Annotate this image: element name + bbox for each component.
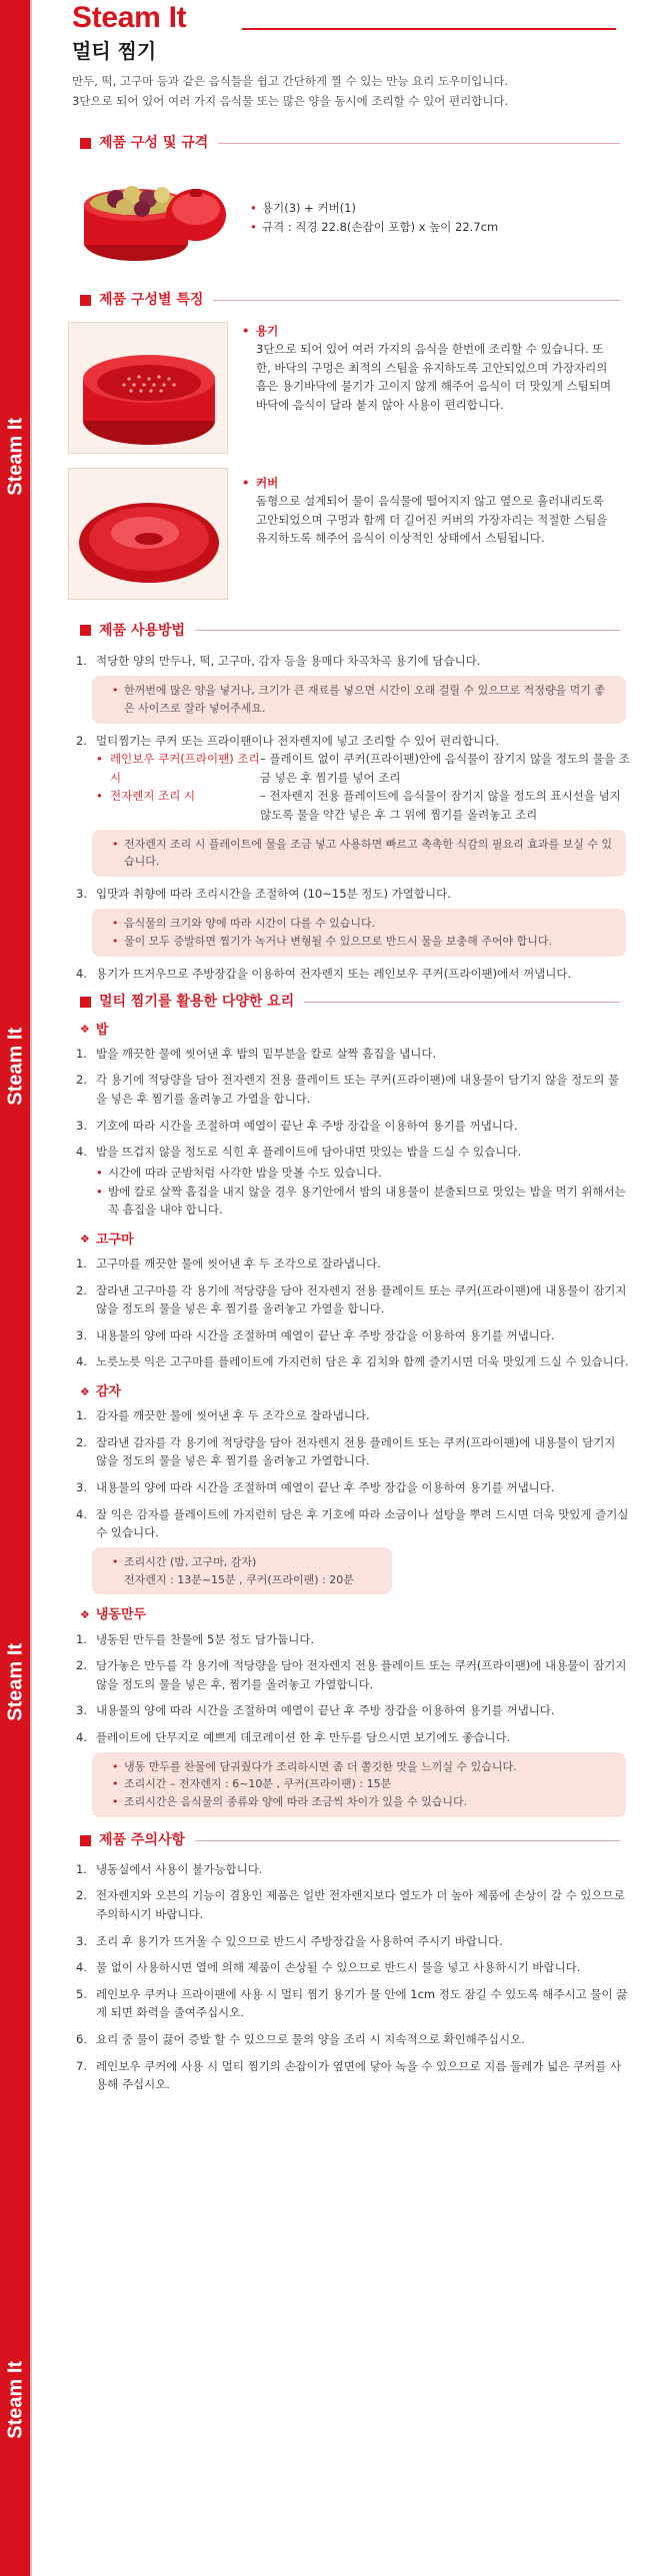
step-text: 용기가 뜨거우므로 주방장갑을 이용하여 전자렌지 또는 레인보우 쿠커(프라이팬)에서 꺼냅니다.: [96, 966, 572, 981]
feature-text: 3단으로 되어 있어 여러 가지의 음식을 한번에 조리할 수 있습니다. 또한, 바닥의 구멍은 최적의 스팀을 유지하도록 고안되었으며 가장자리의 흠은 용기바닥에 물기가 고이지 않게 해주어 음식이 더 맛있게 스팀되며 바닥에 음식이 달라 붙지 않아 사용이 편리합니다.: [256, 342, 612, 413]
recipe-steps: [76, 1406, 630, 1594]
steamer-illustration: [80, 165, 230, 271]
section-heading-usage: [80, 620, 630, 643]
recipe-steps: [76, 1630, 630, 1818]
feature-title: • 용기: [242, 322, 612, 341]
recipe-name: 밥: [95, 1022, 109, 1038]
container-image: [68, 322, 228, 454]
recipe-name: 고구마: [95, 1232, 134, 1248]
recipe-step: 4. 잘 익은 감자를 플레이트에 가지런히 담은 후 기호에 따라 소금이나 설탕을 뿌려 드시면 더욱 맛있게 즐기실 수 있습니다. • 조리시간 (밤, 고구마, 감자) 전자렌지 : 13분~15분 , 쿠커(프라이팬) : 20분: [76, 1505, 630, 1595]
caution-list: [76, 1860, 630, 2094]
title-row: [62, 0, 630, 38]
usage-steps: [76, 652, 630, 983]
diamond-icon: ❖: [80, 1233, 90, 1247]
section-heading-text: 제품 구성별 특징: [99, 291, 204, 308]
section-heading-features: [80, 289, 630, 312]
recipe-heading-dumpling: [80, 1604, 630, 1625]
composition-list: [250, 199, 610, 236]
diamond-icon: ❖: [80, 1023, 90, 1037]
intro-line: 만두, 떡, 고구마 등과 같은 음식들을 쉽고 간단하게 찔 수 있는 만능 요리 도우미입니다.: [72, 74, 509, 88]
note-item: • 조리시간은 음식물의 종류와 양에 따라 조금씩 차이가 있을 수 있습니다.: [112, 1793, 614, 1811]
intro: [72, 72, 630, 110]
caution-item: 5. 레인보우 쿠커나 프라이팬에 사용 시 멀티 찜기 용기가 물 안에 1cm 정도 잠길 수 있도록 해주시고 물이 끓게 되면 화력을 줄여주십시오.: [76, 1986, 628, 2020]
note-item: • 조리시간 – 전자렌지 : 6~10분 , 쿠커(프라이팬) : 15분: [112, 1775, 614, 1793]
recipe-step: 2. 잘라낸 감자를 각 용기에 적당량을 담아 전자렌지 전용 플레이트 또는 쿠커(프라이팬)에 내용물이 담기지 않을 정도의 물을 넣은 후 찜기를 올려놓고 가열합니다.: [76, 1434, 616, 1468]
recipe-step: 1. 냉동된 만두를 찬물에 5분 정도 담가둡니다.: [76, 1631, 315, 1646]
feature-cover: [242, 474, 612, 549]
section-heading-text: 제품 구성 및 규격: [99, 135, 209, 152]
caution-item: 2. 전자렌지와 오븐의 기능이 겸용인 제품은 일반 전자렌지보다 열도가 더 높아 제품에 손상이 갈 수 있으므로 주의하시기 바랍니다.: [76, 1888, 625, 1921]
step-number: 3.: [76, 887, 87, 902]
recipe-name: 감자: [95, 1384, 121, 1400]
section-heading-composition: [80, 132, 630, 155]
step-text: 적당한 양의 만두나, 떡, 고구마, 감자 등을 용매다 차곡차곡 용기에 담습니다.: [96, 654, 481, 669]
side-label: Steam It: [4, 1027, 27, 1106]
step-text: 멀티찜기는 쿠커 또는 프라이팬이나 전자렌지에 넣고 조리할 수 있어 편리합니다.: [96, 733, 500, 748]
feature-container: [242, 322, 612, 415]
recipe-step: 3. 내용물의 양에 따라 시간을 조절하며 예열이 끝난 후 주방 장갑을 이용하여 용기를 꺼냅니다.: [76, 1327, 555, 1342]
cooking-time-box: [92, 1547, 392, 1595]
section-rule: [218, 143, 620, 144]
square-bullet-icon: [80, 295, 91, 306]
subnote-item: • 밤에 칼로 살짝 흠집을 내지 않을 경우 용기안에서 밤의 내용물이 분출되므로 맛있는 밥을 먹기 위해서는 꼭 흠집을 내야 합니다.: [96, 1183, 630, 1220]
section-rule: [195, 1840, 620, 1841]
note-box: [92, 676, 626, 724]
section-heading-text: 제품 사용방법: [99, 622, 186, 639]
mode-label: • 전자렌지 조리 시: [110, 789, 196, 804]
note-item: • 전자렌지 조리 시 플레이트에 물을 조금 넣고 사용하면 빠르고 촉촉한 식감의 필요리 효과를 보실 수 있습니다.: [112, 836, 614, 872]
recipe-step: 4. 밥을 뜨겁지 않을 정도로 식힌 후 플레이트에 담아내면 맛있는 밥을 드실 수 있습니다. • 시간에 따라 군밤처럼 사각한 밥을 맛볼 수도 있습니다. • 밤에 칼로 살짝 흠집을 내지 않을 경우 용기안에서 밤의 내용물이 분출되므로 맛있는 밥을 먹기 위해서는 꼭 흠집을 내야 합니다.: [76, 1143, 630, 1220]
feature-title: • 커버: [242, 474, 612, 493]
square-bullet-icon: [80, 1835, 91, 1846]
square-bullet-icon: [80, 997, 91, 1008]
step-number: 2.: [76, 733, 87, 748]
cooking-mode: [96, 750, 630, 787]
recipe-steps: [76, 1045, 630, 1220]
usage-step: [76, 652, 630, 723]
side-bar: [0, 0, 30, 2576]
cover-illustration: [69, 469, 228, 600]
recipe-step: 3. 내용물의 양에 따라 시간을 조절하며 예열이 끝난 후 주방 장갑을 이용하여 용기를 꺼냅니다.: [76, 1479, 555, 1494]
composition-block: [62, 165, 630, 283]
section-rule: [195, 630, 620, 631]
section-heading-cautions: [80, 1829, 630, 1852]
intro-line: 3단으로 되어 있어 여러 가지 음식물 또는 많은 양을 동시에 조리할 수 있어 편리합니다.: [72, 93, 509, 108]
page-subtitle: 멀티 찜기: [72, 39, 157, 63]
note-item: • 음식물의 크기와 양에 따라 시간이 다를 수 있습니다.: [112, 915, 614, 933]
diamond-icon: ❖: [80, 1384, 90, 1398]
note-item: • 냉동 만두를 찬물에 담궈줬다가 조리하시면 좀 더 쫄깃한 맛을 느끼실 수 있습니다.: [112, 1758, 614, 1776]
recipe-step: 1. 감자를 깨끗한 물에 씻어낸 후 두 조각으로 잘라냅니다.: [76, 1408, 370, 1423]
recipe-step: 1. 고구마를 깨끗한 물에 씻어낸 후 두 조각으로 잘라냅니다.: [76, 1256, 381, 1271]
recipe-step: 4. 노릇노릇 익은 고구마를 플레이트에 가지런히 담은 후 김치와 함께 즐기시면 더욱 맛있게 드실 수 있습니다.: [76, 1354, 629, 1369]
note-box: [92, 830, 626, 878]
recipe-step: 2. 각 용기에 적당량을 담아 전자렌지 전용 플레이트 또는 쿠커(프라이팬)에 내용물이 담기지 않을 정도의 물을 넣은 후 찜기를 올려놓고 가열을 합니다.: [76, 1073, 620, 1107]
features-block: [62, 322, 630, 612]
caution-item: 1. 냉동실에서 사용이 불가능합니다.: [76, 1861, 263, 1876]
note-box: [92, 1752, 626, 1817]
cover-image: [68, 468, 228, 600]
recipe-step: 3. 내용물의 양에 따라 시간을 조절하며 예열이 끝난 후 주방 장갑을 이용하여 용기를 꺼냅니다.: [76, 1703, 555, 1718]
composition-item: • 용기(3) + 커버(1): [250, 199, 610, 218]
caution-item: 3. 조리 후 용기가 뜨거울 수 있으므로 반드시 주방장갑을 사용하여 주시기 바랍니다.: [76, 1933, 503, 1948]
caution-item: 6. 요리 중 물이 끓어 증발 할 수 있으므로 물의 양을 조리 시 지속적으로 확인해주십시오.: [76, 2032, 525, 2047]
section-heading-text: 제품 주의사항: [99, 1832, 186, 1849]
square-bullet-icon: [80, 138, 91, 149]
recipe-step: 2. 담가놓은 만두를 각 용기에 적당량을 담아 전자렌지 전용 플레이트 또는 쿠커(프라이팬)에 내용물이 잠기지 않을 정도의 물을 넣은 후, 찜기를 올려놓고 가열합니다.: [76, 1658, 627, 1691]
usage-step: [76, 732, 630, 878]
container-illustration: [69, 323, 228, 454]
page-title: Steam It: [72, 1, 187, 34]
step-text: 입맛과 취향에 따라 조리시간을 조절하여 (10~15분 정도) 가열합니다.: [96, 887, 451, 902]
recipe-step: 4. 플레이트에 단무지로 예쁘게 데코레이션 한 후 만두를 담으시면 보기에도 좋습니다. • 냉동 만두를 찬물에 담궈줬다가 조리하시면 좀 더 쫄깃한 맛을 느끼실 수 있습니다. • 조리시간 – 전자렌지 : 6~10분 , 쿠커(프라이팬) : 15분 • 조리시간은 음식물의 종류와 양에 따라 조금씩 차이가 있을 수 있습니다.: [76, 1728, 630, 1817]
section-rule: [213, 300, 620, 301]
caution-item: 4. 물 없이 사용하시면 열에 의해 제품이 손상될 수 있으므로 반드시 물을 넣고 사용하시기 바랍니다.: [76, 1960, 581, 1975]
note-item: • 한꺼번에 많은 양을 넣거나, 크기가 큰 재료를 넣으면 시간이 오래 걸릴 수 있으므로 적정량을 먹기 좋은 사이즈로 잘라 넣어주세요.: [112, 682, 614, 718]
recipe-subnotes: [96, 1164, 630, 1220]
recipe-name: 냉동만두: [95, 1607, 147, 1623]
step-number: 4.: [76, 966, 87, 981]
title-rule: [242, 28, 616, 30]
usage-step: [76, 965, 630, 984]
note-item: • 물이 모두 증발하면 찜기가 녹거나 변형될 수 있으므로 반드시 물을 보충해 주어야 합니다.: [112, 933, 614, 951]
section-heading-text: 멀티 찜기를 활용한 다양한 요리: [99, 994, 295, 1011]
mode-text: – 전자렌지 전용 플레이트에 음식물이 잠기지 않을 정도의 표시선을 넘지 않도록 물을 약간 넣은 후 그 위에 찜기를 올려놓고 조리: [260, 789, 621, 823]
caution-item: 7. 레인보우 쿠커에 사용 시 멀티 찜기의 손잡이가 옆면에 닿아 녹을 수 있으므로 지름 둘레가 넓은 쿠커를 사용해 주십시오.: [76, 2058, 622, 2092]
note-box: [92, 909, 626, 957]
usage-step: [76, 885, 630, 956]
recipe-step: 1. 밥을 깨끗한 물에 씻어낸 후 밥의 밑부분을 칼로 살짝 흠집을 냅니다.: [76, 1046, 437, 1061]
side-label: Steam It: [4, 417, 27, 496]
section-heading-recipes: [80, 991, 630, 1014]
square-bullet-icon: [80, 625, 91, 636]
side-label: Steam It: [4, 2360, 27, 2439]
composition-item: • 규격 : 직경 22.8(손잡이 포함) x 높이 22.7cm: [250, 218, 610, 237]
step-number: 1.: [76, 654, 87, 669]
recipe-heading-sweet-potato: [80, 1230, 630, 1251]
cooking-mode: [96, 787, 630, 824]
feature-text: 돔형으로 설계되어 물이 음식물에 떨어지지 않고 옆으로 흘러내리도록 고안되었으며 구멍과 함께 더 길어진 커버의 가장자리는 적절한 스팀을 유지하도록 해주어 음식이 이상적인 상태에서 스팀됩니다.: [256, 494, 608, 546]
product-image-set: [80, 165, 230, 271]
document-body: [62, 0, 630, 2102]
section-rule: [304, 1002, 620, 1003]
side-label: Steam It: [4, 1642, 27, 1721]
mode-label: • 레인보우 쿠커(프라이팬) 조리 시: [110, 752, 260, 785]
recipe-steps: [76, 1255, 630, 1371]
recipe-heading-chestnut: [80, 1020, 630, 1041]
recipe-step: 3. 기호에 따라 시간을 조절하며 예열이 끝난 후 주방 장갑을 이용하여 용기를 꺼냅니다.: [76, 1118, 518, 1133]
cooking-time-value: 전자렌지 : 13분~15분 , 쿠커(프라이팬) : 20분: [124, 1572, 354, 1586]
diamond-icon: ❖: [80, 1608, 90, 1622]
cooking-time-label: • 조리시간 (밤, 고구마, 감자): [112, 1553, 380, 1571]
subnote-item: • 시간에 따라 군밤처럼 사각한 밥을 맛볼 수도 있습니다.: [96, 1164, 630, 1183]
recipe-step: 2. 잘라낸 고구마를 각 용기에 적당량을 담아 전자렌지 전용 플레이트 또는 쿠커(프라이팬)에 내용물이 잠기지 않을 정도의 물을 넣은 후 찜기를 올려놓고 가열을 합니다.: [76, 1283, 627, 1316]
mode-text: – 플레이트 없이 쿠커(프라이팬)안에 음식물이 잠기지 않을 정도의 물을 조금 넣은 후 찜기를 넣어 조리: [260, 752, 630, 785]
recipe-heading-potato: [80, 1381, 630, 1402]
